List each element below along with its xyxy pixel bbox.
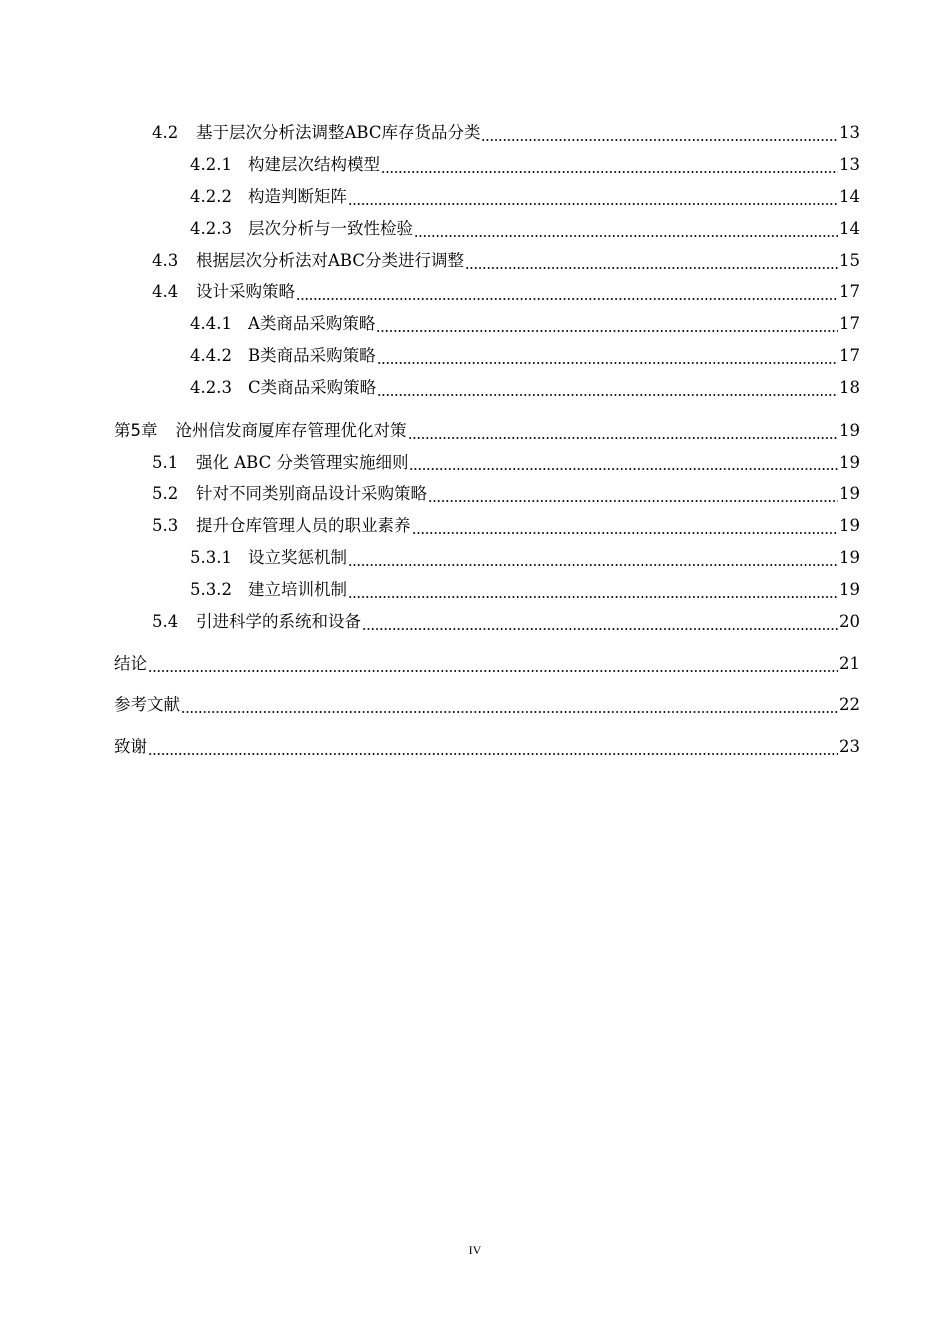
- toc-entry[interactable]: [114, 181, 860, 213]
- toc-dot-leader: [414, 225, 838, 239]
- toc-entry-number: 4.2.1: [190, 154, 232, 174]
- toc-entry-page: 21: [839, 653, 860, 673]
- toc-chapter-number: 第5章: [114, 421, 158, 441]
- toc-chapter-title: 沧州信发商厦库存管理优化对策: [175, 421, 407, 441]
- toc-entry-page: 20: [839, 611, 860, 631]
- toc-entry-number: 4.4.2: [190, 346, 232, 366]
- toc-entry-page: 23: [839, 736, 860, 756]
- toc-entry-page: 19: [839, 580, 860, 600]
- toc-chapter-title: 结论: [114, 653, 147, 673]
- toc-dot-leader: [148, 743, 838, 757]
- toc-entry-number: 4.2.3: [190, 218, 232, 238]
- toc-entry-page: 14: [839, 218, 860, 238]
- toc-dot-leader: [362, 618, 838, 632]
- toc-dot-leader: [181, 701, 838, 715]
- toc-entry-page: 19: [839, 452, 860, 472]
- toc-entry-number: 4.3: [152, 250, 179, 270]
- toc-dot-leader: [481, 129, 838, 143]
- toc-entry[interactable]: [114, 510, 860, 542]
- toc-entry-page: 22: [839, 695, 860, 715]
- toc-entry-number: 4.2: [152, 123, 179, 142]
- toc-dot-leader: [148, 660, 838, 674]
- toc-dot-leader: [376, 320, 838, 334]
- toc-dot-leader: [296, 288, 838, 302]
- toc-entry-number: 5.3.2: [190, 580, 232, 600]
- toc-entry-title: 根据层次分析法对ABC分类进行调整: [196, 250, 464, 270]
- toc-entry-number: 5.2: [152, 484, 179, 504]
- toc-entry-title: 基于层次分析法调整ABC库存货品分类: [196, 123, 481, 142]
- toc-entry-title: 引进科学的系统和设备: [196, 611, 361, 631]
- toc-entry-title: 设立奖惩机制: [248, 548, 347, 568]
- toc-dot-leader: [381, 161, 838, 175]
- toc-entry-page: 17: [839, 314, 860, 334]
- toc-dot-leader: [409, 458, 838, 472]
- toc-entry-title: 构造判断矩阵: [248, 186, 347, 206]
- toc-entry[interactable]: [114, 542, 860, 574]
- toc-entry[interactable]: [114, 117, 860, 149]
- toc-dot-leader: [412, 522, 839, 536]
- toc-entry[interactable]: [114, 574, 860, 606]
- toc-entry[interactable]: [114, 276, 860, 308]
- toc-entry-number: 4.4: [152, 282, 179, 302]
- table-of-contents: [114, 117, 860, 762]
- toc-entry-number: 5.3: [152, 516, 179, 536]
- toc-entry[interactable]: [114, 245, 860, 277]
- toc-entry-title: 提升仓库管理人员的职业素养: [196, 516, 411, 536]
- toc-entry-title: 强化 ABC 分类管理实施细则: [196, 452, 409, 472]
- toc-chapter-entry[interactable]: [114, 415, 860, 447]
- toc-dot-leader: [377, 384, 838, 398]
- toc-entry-title: 建立培训机制: [248, 580, 347, 600]
- toc-entry-number: 4.2.2: [190, 186, 232, 206]
- toc-dot-leader: [428, 490, 838, 504]
- toc-entry-title: A类商品采购策略: [248, 314, 376, 334]
- toc-entry-title: 针对不同类别商品设计采购策略: [196, 484, 427, 504]
- toc-entry-page: 19: [839, 484, 860, 504]
- toc-entry[interactable]: [114, 372, 860, 404]
- toc-dot-leader: [377, 352, 838, 366]
- toc-entry-page: 19: [839, 548, 860, 568]
- toc-entry-page: 14: [839, 186, 860, 206]
- toc-dot-leader: [465, 257, 838, 271]
- toc-chapter-entry[interactable]: [114, 731, 860, 763]
- toc-chapter-title: 致谢: [114, 736, 147, 756]
- toc-entry-page: 19: [839, 421, 860, 441]
- toc-entry-number: 5.1: [152, 452, 179, 472]
- toc-dot-leader: [348, 193, 838, 207]
- toc-entry-page: 17: [839, 282, 860, 302]
- toc-dot-leader: [348, 554, 838, 568]
- toc-entry-page: 13: [839, 123, 860, 142]
- toc-chapter-entry[interactable]: [114, 648, 860, 680]
- page-number-footer: IV: [468, 1243, 482, 1257]
- toc-entry-title: 构建层次结构模型: [248, 154, 380, 174]
- toc-entry[interactable]: [114, 447, 860, 479]
- toc-dot-leader: [348, 586, 838, 600]
- toc-entry-page: 18: [839, 378, 860, 398]
- toc-entry-page: 17: [839, 346, 860, 366]
- toc-entry[interactable]: [114, 213, 860, 245]
- toc-entry-page: 13: [839, 154, 860, 174]
- toc-entry-title: 设计采购策略: [196, 282, 295, 302]
- toc-entry-title: C类商品采购策略: [248, 378, 377, 398]
- toc-entry-title: 层次分析与一致性检验: [248, 218, 413, 238]
- toc-entry[interactable]: [114, 478, 860, 510]
- toc-entry-page: 15: [839, 250, 860, 270]
- toc-entry-page: 19: [839, 516, 860, 536]
- toc-entry-title: B类商品采购策略: [248, 346, 376, 366]
- toc-dot-leader: [408, 427, 839, 441]
- toc-entry[interactable]: [114, 308, 860, 340]
- toc-entry-number: 5.3.1: [190, 548, 232, 568]
- toc-chapter-title: 参考文献: [114, 695, 180, 715]
- toc-entry-number: 4.4.1: [190, 314, 232, 334]
- toc-entry[interactable]: [114, 149, 860, 181]
- toc-entry-number: 4.2.3: [190, 378, 232, 398]
- toc-entry[interactable]: [114, 340, 860, 372]
- toc-entry[interactable]: [114, 606, 860, 638]
- toc-entry-number: 5.4: [152, 611, 179, 631]
- toc-chapter-entry[interactable]: [114, 689, 860, 721]
